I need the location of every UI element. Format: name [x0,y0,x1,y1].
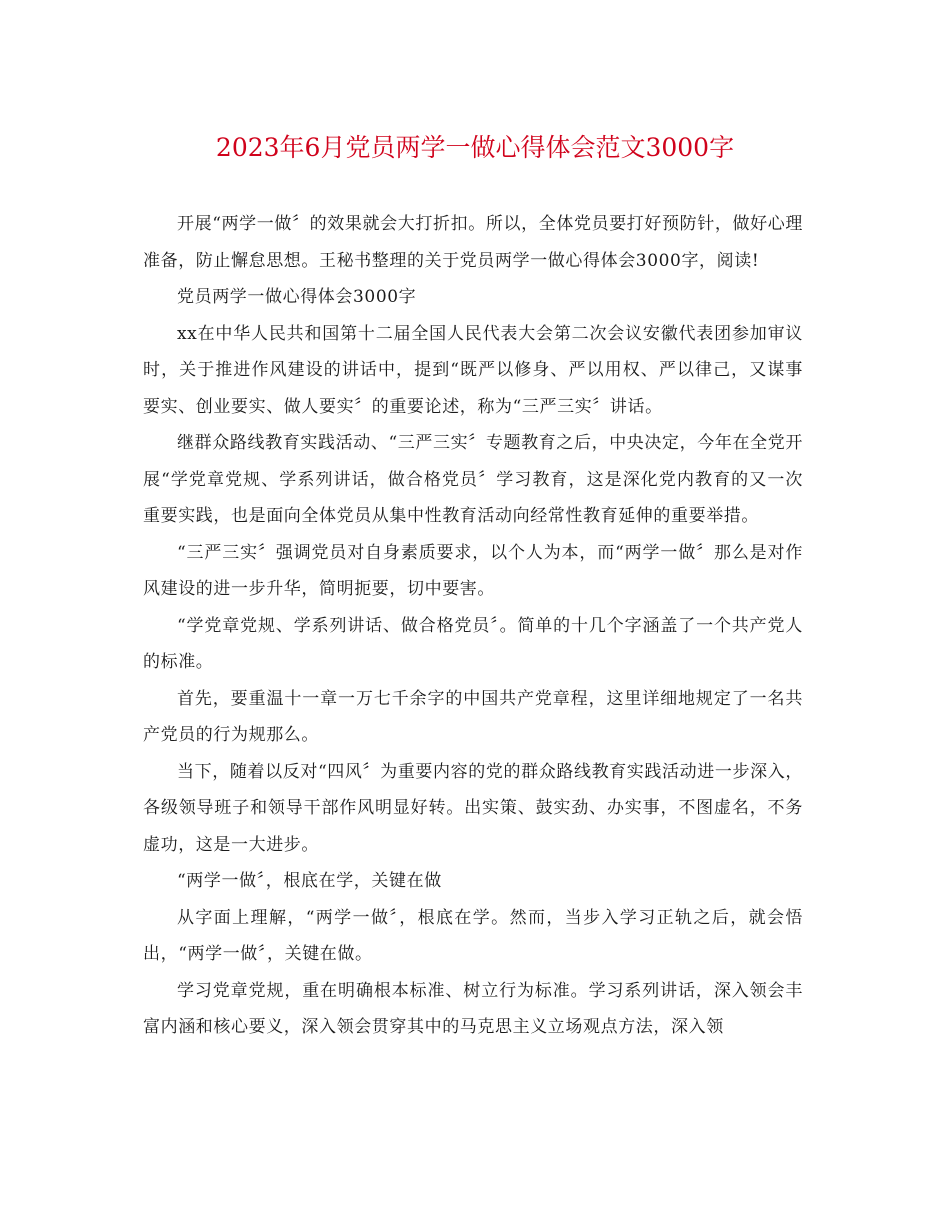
paragraph: “学党章党规、学系列讲话、做合格党员〞。简单的十几个字涵盖了一个共产党人的标准。 [143,615,803,672]
paragraph: “三严三实〞强调党员对自身素质要求，以个人为本，而“两学一做〞那么是对作风建设的进一步升华，简明扼要，切中要害。 [143,542,803,599]
paragraph: 首先，要重温十一章一万七千余字的中国共产党章程，这里详细地规定了一名共产党员的行为规那么。 [143,688,803,745]
paragraph: xx在中华人民共和国第十二届全国人民代表大会第二次会议安徽代表团参加审议时，关于推进作风建设的讲话中，提到“既严以修身、严以用权、严以律己，又谋事要实、创业要实、做人要实〞的重要论述，称为“三严三实〞讲话。 [143,323,803,417]
paragraph: 继群众路线教育实践活动、“三严三实〞专题教育之后，中央决定，今年在全党开展“学党章党规、学系列讲话，做合格党员〞学习教育，这是深化党内教育的又一次重要实践，也是面向全体党员从集中性教育活动向经常性教育延伸的重要举措。 [143,433,803,526]
document-body [143,206,803,1046]
paragraph-intro: 开展“两学一做〞的效果就会大打折扣。所以，全体党员要打好预防针，做好心理准备，防止懈怠思想。王秘书整理的关于党员两学一做心得体会3000字，阅读! [143,214,803,271]
document-title: 2023年6月党员两学一做心得体会范文3000字 [215,133,735,162]
paragraph: 从字面上理解，“两学一做〞，根底在学。然而，当步入学习正轨之后，就会悟出，“两学一做〞，关键在做。 [143,907,803,964]
paragraph: 当下，随着以反对“四风〞为重要内容的党的群众路线教育实践活动进一步深入，各级领导班子和领导干部作风明显好转。出实策、鼓实劲、办实事，不图虚名，不务虚功，这是一大进步。 [143,761,803,855]
paragraph: 学习党章党规，重在明确根本标准、树立行为标准。学习系列讲话，深入领会丰富内涵和核心要义，深入领会贯穿其中的马克思主义立场观点方法，深入领 [143,980,803,1037]
paragraph-subtitle: 党员两学一做心得体会3000字 [177,287,417,307]
paragraph-section-heading: “两学一做〞，根底在学，关键在做 [177,871,442,891]
